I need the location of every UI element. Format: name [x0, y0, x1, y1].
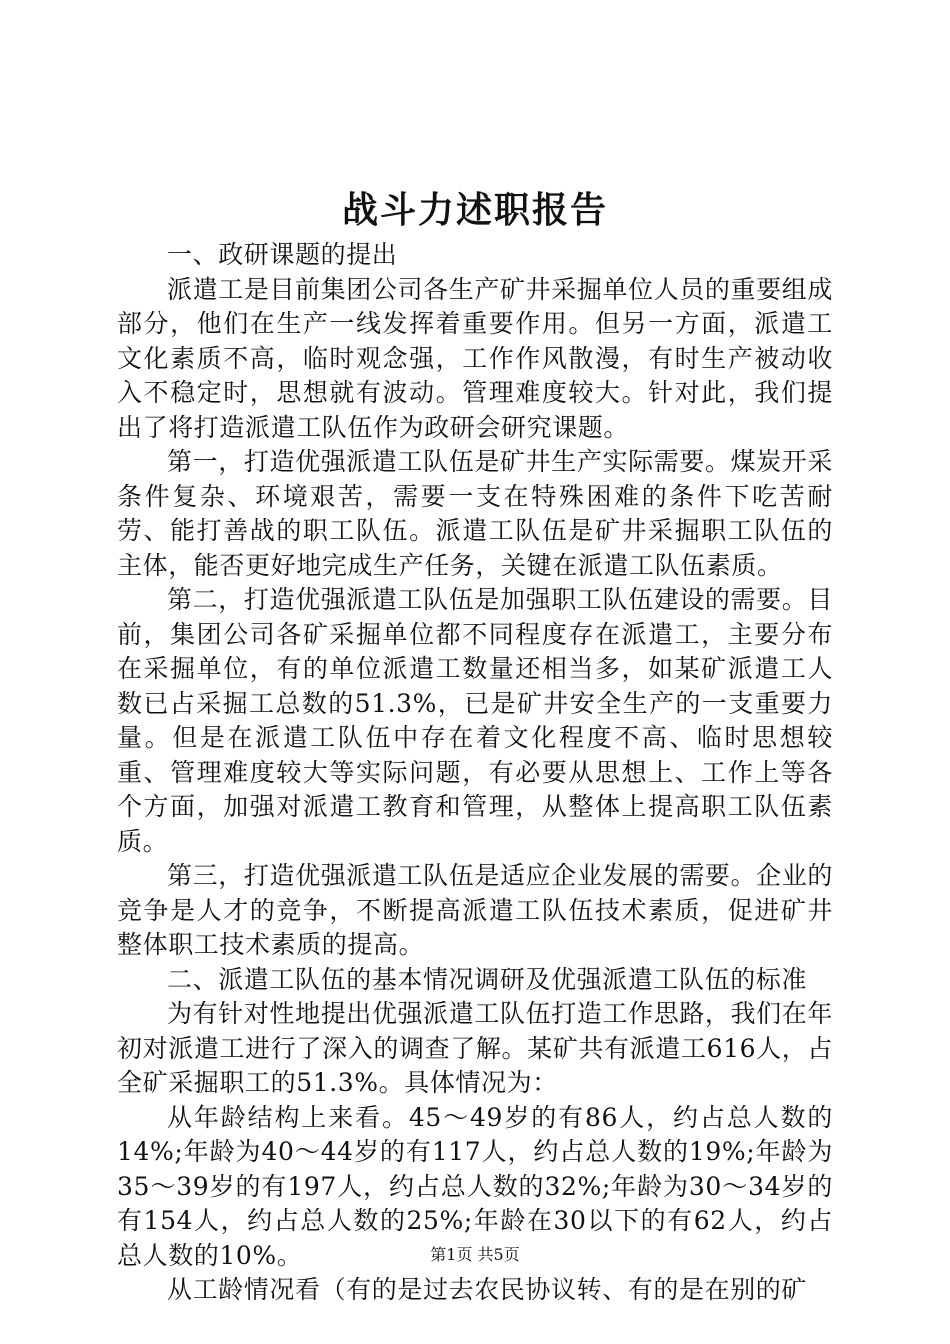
page-footer — [0, 1243, 950, 1267]
section-heading-2: 二、派遣工队伍的基本情况调研及优强派遣工队伍的标准 — [167, 964, 808, 994]
body-paragraph: 从年龄结构上来看。45～49岁的有86人，约占总人数的14%;年龄为40～44岁的有117人，约占总人数的19%;年龄为35～39岁的有197人，约占总人数的32%;年龄为30～34岁的有154人，约占总人数的25%;年龄在30以下的有62人，约占总人数的10%。 — [117, 1102, 833, 1270]
body-paragraph: 第一，打造优强派遣工队伍是矿井生产实际需要。煤炭开采条件复杂、环境艰苦，需要一支在特殊困难的条件下吃苦耐劳、能打善战的职工队伍。派遣工队伍是矿井采掘职工队伍的主体，能否更好地完成生产任务，关键在派遣工队伍素质。 — [117, 447, 833, 580]
body-paragraph: 为有针对性地提出优强派遣工队伍打造工作思路，我们在年初对派遣工进行了深入的调查了解。某矿共有派遣工616人，占全矿采掘职工的51.3%。具体情况为： — [117, 999, 833, 1097]
page-number: 第1页 — [430, 1245, 473, 1264]
page-total: 共5页 — [477, 1245, 520, 1264]
section-heading-1: 一、政研课题的提出 — [167, 240, 398, 269]
document-body — [117, 238, 833, 1308]
body-paragraph: 派遣工是目前集团公司各生产矿井采掘单位人员的重要组成部分，他们在生产一线发挥着重要作用。但另一方面，派遣工文化素质不高，临时观念强，工作作风散漫，有时生产被动收入不稳定时，思想就有波动。管理难度较大。针对此，我们提出了将打造派遣工队伍作为政研会研究课题。 — [117, 274, 833, 442]
body-paragraph: 第三，打造优强派遣工队伍是适应企业发展的需要。企业的竞争是人才的竞争，不断提高派遣工队伍技术素质，促进矿井整体职工技术素质的提高。 — [117, 861, 833, 959]
body-paragraph: 第二，打造优强派遣工队伍是加强职工队伍建设的需要。目前，集团公司各矿采掘单位都不同程度存在派遣工，主要分布在采掘单位，有的单位派遣工数量还相当多，如某矿派遣工人数已占采掘工总数的51.3%，已是矿井安全生产的一支重要力量。但是在派遣工队伍中存在着文化程度不高、临时思想较重、管理难度较大等实际问题，有必要从思想上、工作上等各个方面，加强对派遣工教育和管理，从整体上提高职工队伍素质。 — [117, 585, 833, 856]
body-paragraph: 从工龄情况看（有的是过去农民协议转、有的是在别的矿 — [167, 1275, 808, 1304]
document-title: 战斗力述职报告 — [341, 189, 608, 231]
